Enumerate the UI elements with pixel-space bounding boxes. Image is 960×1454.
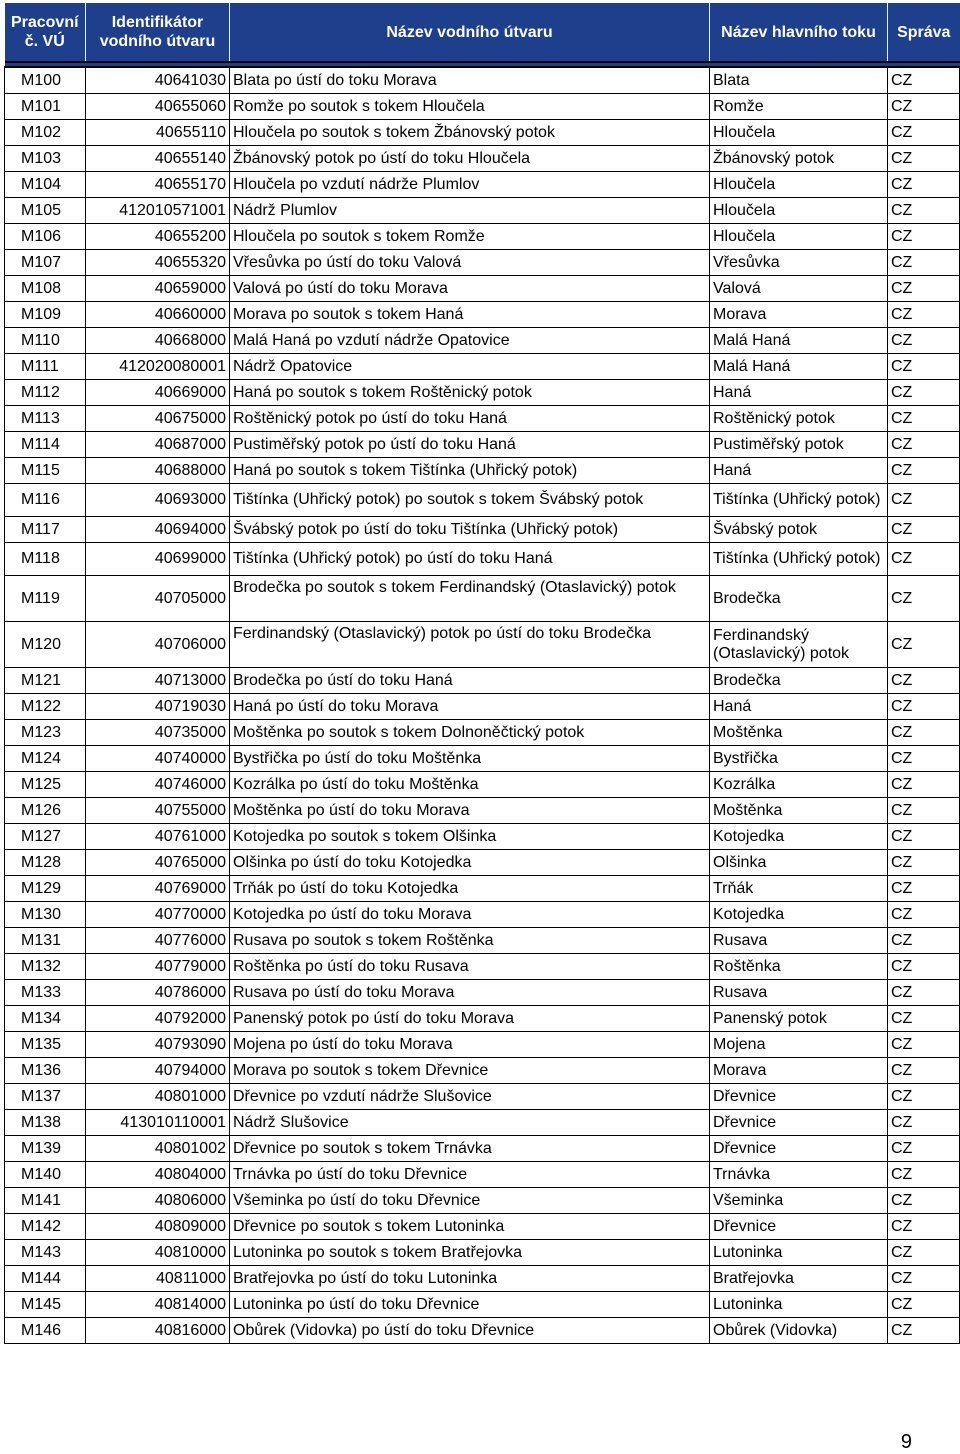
administration-cell: CZ: [888, 1266, 960, 1292]
identifier-cell: 40801002: [86, 1136, 230, 1162]
work-number-cell: M107: [5, 250, 86, 276]
administration-cell: CZ: [888, 1136, 960, 1162]
work-number-cell: M140: [5, 1162, 86, 1188]
identifier-cell: 40659000: [86, 276, 230, 302]
table-row: [5, 1110, 960, 1136]
identifier-cell: 40769000: [86, 876, 230, 902]
table-row: [5, 1214, 960, 1240]
main-stream-cell: Kotojedka: [710, 902, 888, 928]
identifier-cell: 40675000: [86, 406, 230, 432]
administration-cell: CZ: [888, 850, 960, 876]
water-body-name-cell: Tištínka (Uhřický potok) po ústí do toku Haná: [230, 543, 710, 576]
main-stream-cell: Morava: [710, 302, 888, 328]
identifier-cell: 40779000: [86, 954, 230, 980]
identifier-cell: 40693000: [86, 484, 230, 517]
table-row: [5, 543, 960, 576]
water-body-name-cell: Moštěnka po ústí do toku Morava: [230, 798, 710, 824]
identifier-cell: 40668000: [86, 328, 230, 354]
water-body-name-cell: Tištínka (Uhřický potok) po soutok s tokem Švábský potok: [230, 484, 710, 517]
main-stream-cell: Vřesůvka: [710, 250, 888, 276]
table-row: [5, 1266, 960, 1292]
main-stream-cell: Hloučela: [710, 224, 888, 250]
administration-cell: CZ: [888, 1240, 960, 1266]
identifier-cell: 40713000: [86, 668, 230, 694]
work-number-cell: M142: [5, 1214, 86, 1240]
work-number-cell: M120: [5, 622, 86, 668]
table-row: [5, 1292, 960, 1318]
main-stream-cell: Roštěnický potok: [710, 406, 888, 432]
administration-cell: CZ: [888, 354, 960, 380]
table-body: [5, 67, 960, 1344]
main-stream-cell: Lutoninka: [710, 1292, 888, 1318]
work-number-cell: M119: [5, 576, 86, 622]
header-work-number: Pracovní č. VÚ: [5, 3, 86, 62]
water-body-name-cell: Haná po soutok s tokem Roštěnický potok: [230, 380, 710, 406]
water-body-name-cell: Roštěnický potok po ústí do toku Haná: [230, 406, 710, 432]
table-row: [5, 94, 960, 120]
work-number-cell: M144: [5, 1266, 86, 1292]
administration-cell: CZ: [888, 876, 960, 902]
identifier-cell: 40688000: [86, 458, 230, 484]
water-body-name-cell: Trňák po ústí do toku Kotojedka: [230, 876, 710, 902]
identifier-cell: 40776000: [86, 928, 230, 954]
page-number: 9: [900, 1431, 912, 1453]
administration-cell: CZ: [888, 1110, 960, 1136]
main-stream-cell: Haná: [710, 380, 888, 406]
identifier-cell: 40735000: [86, 720, 230, 746]
table-row: [5, 798, 960, 824]
water-body-name-cell: Lutoninka po soutok s tokem Bratřejovka: [230, 1240, 710, 1266]
water-body-name-cell: Ferdinandský (Otaslavický) potok po ústí do toku Brodečka: [230, 622, 710, 668]
work-number-cell: M108: [5, 276, 86, 302]
identifier-cell: 40740000: [86, 746, 230, 772]
identifier-cell: 40765000: [86, 850, 230, 876]
water-body-name-cell: Lutoninka po ústí do toku Dřevnice: [230, 1292, 710, 1318]
identifier-cell: 40655060: [86, 94, 230, 120]
water-body-name-cell: Olšinka po ústí do toku Kotojedka: [230, 850, 710, 876]
table-row: [5, 67, 960, 94]
table-row: [5, 622, 960, 668]
identifier-cell: 40810000: [86, 1240, 230, 1266]
work-number-cell: M102: [5, 120, 86, 146]
water-body-name-cell: Kotojedka po ústí do toku Morava: [230, 902, 710, 928]
water-body-name-cell: Kotojedka po soutok s tokem Olšinka: [230, 824, 710, 850]
water-body-name-cell: Nádrž Slušovice: [230, 1110, 710, 1136]
identifier-cell: 40809000: [86, 1214, 230, 1240]
work-number-cell: M114: [5, 432, 86, 458]
table-row: [5, 1240, 960, 1266]
water-body-name-cell: Brodečka po soutok s tokem Ferdinandský (Otaslavický) potok: [230, 576, 710, 622]
main-stream-cell: Dřevnice: [710, 1136, 888, 1162]
identifier-cell: 40641030: [86, 67, 230, 94]
main-stream-cell: Dřevnice: [710, 1214, 888, 1240]
identifier-cell: 40814000: [86, 1292, 230, 1318]
main-stream-cell: Moštěnka: [710, 720, 888, 746]
identifier-cell: 40761000: [86, 824, 230, 850]
water-body-name-cell: Kozrálka po ústí do toku Moštěnka: [230, 772, 710, 798]
administration-cell: CZ: [888, 380, 960, 406]
main-stream-cell: Rusava: [710, 980, 888, 1006]
administration-cell: CZ: [888, 1006, 960, 1032]
administration-cell: CZ: [888, 622, 960, 668]
work-number-cell: M105: [5, 198, 86, 224]
table-row: [5, 1188, 960, 1214]
table-row: [5, 302, 960, 328]
water-body-name-cell: Dřevnice po vzdutí nádrže Slušovice: [230, 1084, 710, 1110]
identifier-cell: 40801000: [86, 1084, 230, 1110]
main-stream-cell: Valová: [710, 276, 888, 302]
identifier-cell: 40770000: [86, 902, 230, 928]
water-body-name-cell: Morava po soutok s tokem Dřevnice: [230, 1058, 710, 1084]
water-body-name-cell: Blata po ústí do toku Morava: [230, 67, 710, 94]
main-stream-cell: Všeminka: [710, 1188, 888, 1214]
water-body-name-cell: Pustiměřský potok po ústí do toku Haná: [230, 432, 710, 458]
identifier-cell: 40811000: [86, 1266, 230, 1292]
main-stream-cell: Haná: [710, 694, 888, 720]
table-row: [5, 850, 960, 876]
table-row: [5, 484, 960, 517]
administration-cell: CZ: [888, 432, 960, 458]
main-stream-cell: Moštěnka: [710, 798, 888, 824]
water-body-name-cell: Moštěnka po soutok s tokem Dolnoněčtický potok: [230, 720, 710, 746]
work-number-cell: M132: [5, 954, 86, 980]
administration-cell: CZ: [888, 772, 960, 798]
administration-cell: CZ: [888, 120, 960, 146]
table-row: [5, 517, 960, 543]
identifier-cell: 40655110: [86, 120, 230, 146]
work-number-cell: M115: [5, 458, 86, 484]
water-body-name-cell: Obůrek (Vidovka) po ústí do toku Dřevnice: [230, 1318, 710, 1344]
identifier-cell: 40660000: [86, 302, 230, 328]
water-body-name-cell: Trnávka po ústí do toku Dřevnice: [230, 1162, 710, 1188]
identifier-cell: 40694000: [86, 517, 230, 543]
table-row: [5, 1136, 960, 1162]
header-administration: Správa: [888, 3, 960, 62]
main-stream-cell: Haná: [710, 458, 888, 484]
water-body-name-cell: Rusava po soutok s tokem Roštěnka: [230, 928, 710, 954]
administration-cell: CZ: [888, 1162, 960, 1188]
main-stream-cell: Obůrek (Vidovka): [710, 1318, 888, 1344]
administration-cell: CZ: [888, 928, 960, 954]
work-number-cell: M145: [5, 1292, 86, 1318]
water-body-name-cell: Bratřejovka po ústí do toku Lutoninka: [230, 1266, 710, 1292]
main-stream-cell: Romže: [710, 94, 888, 120]
work-number-cell: M100: [5, 67, 86, 94]
table-row: [5, 576, 960, 622]
table-row: [5, 954, 960, 980]
work-number-cell: M116: [5, 484, 86, 517]
main-stream-cell: Malá Haná: [710, 328, 888, 354]
identifier-cell: 40816000: [86, 1318, 230, 1344]
table-row: [5, 458, 960, 484]
administration-cell: CZ: [888, 980, 960, 1006]
table-row: [5, 1162, 960, 1188]
work-number-cell: M135: [5, 1032, 86, 1058]
water-body-name-cell: Malá Haná po vzdutí nádrže Opatovice: [230, 328, 710, 354]
table-row: [5, 328, 960, 354]
administration-cell: CZ: [888, 94, 960, 120]
main-stream-cell: Rusava: [710, 928, 888, 954]
main-stream-cell: Hloučela: [710, 198, 888, 224]
work-number-cell: M121: [5, 668, 86, 694]
administration-cell: CZ: [888, 543, 960, 576]
work-number-cell: M128: [5, 850, 86, 876]
main-stream-cell: Ferdinandský (Otaslavický) potok: [710, 622, 888, 668]
water-body-name-cell: Morava po soutok s tokem Haná: [230, 302, 710, 328]
table-row: [5, 432, 960, 458]
identifier-cell: 40699000: [86, 543, 230, 576]
administration-cell: CZ: [888, 250, 960, 276]
identifier-cell: 40705000: [86, 576, 230, 622]
identifier-cell: 40786000: [86, 980, 230, 1006]
main-stream-cell: Mojena: [710, 1032, 888, 1058]
administration-cell: CZ: [888, 146, 960, 172]
work-number-cell: M106: [5, 224, 86, 250]
administration-cell: CZ: [888, 67, 960, 94]
main-stream-cell: Žbánovský potok: [710, 146, 888, 172]
table-row: [5, 772, 960, 798]
water-body-name-cell: Nádrž Plumlov: [230, 198, 710, 224]
table-row: [5, 1084, 960, 1110]
administration-cell: CZ: [888, 198, 960, 224]
main-stream-cell: Trnávka: [710, 1162, 888, 1188]
administration-cell: CZ: [888, 798, 960, 824]
work-number-cell: M117: [5, 517, 86, 543]
main-stream-cell: Hloučela: [710, 172, 888, 198]
work-number-cell: M141: [5, 1188, 86, 1214]
water-body-name-cell: Romže po soutok s tokem Hloučela: [230, 94, 710, 120]
table-row: [5, 276, 960, 302]
table-row: [5, 720, 960, 746]
work-number-cell: M124: [5, 746, 86, 772]
work-number-cell: M125: [5, 772, 86, 798]
administration-cell: CZ: [888, 694, 960, 720]
identifier-cell: 412010571001: [86, 198, 230, 224]
header-water-body-name: Název vodního útvaru: [230, 3, 710, 62]
administration-cell: CZ: [888, 224, 960, 250]
work-number-cell: M122: [5, 694, 86, 720]
water-body-name-cell: Panenský potok po ústí do toku Morava: [230, 1006, 710, 1032]
water-body-name-cell: Bystřička po ústí do toku Moštěnka: [230, 746, 710, 772]
work-number-cell: M113: [5, 406, 86, 432]
table-row: [5, 1006, 960, 1032]
main-stream-cell: Malá Haná: [710, 354, 888, 380]
administration-cell: CZ: [888, 484, 960, 517]
water-body-name-cell: Dřevnice po soutok s tokem Lutoninka: [230, 1214, 710, 1240]
work-number-cell: M138: [5, 1110, 86, 1136]
main-stream-cell: Dřevnice: [710, 1110, 888, 1136]
water-body-name-cell: Žbánovský potok po ústí do toku Hloučela: [230, 146, 710, 172]
main-stream-cell: Blata: [710, 67, 888, 94]
water-bodies-table: [4, 3, 960, 1344]
main-stream-cell: Roštěnka: [710, 954, 888, 980]
table-row: [5, 406, 960, 432]
main-stream-cell: Trňák: [710, 876, 888, 902]
water-body-name-cell: Mojena po ústí do toku Morava: [230, 1032, 710, 1058]
identifier-cell: 40655320: [86, 250, 230, 276]
main-stream-cell: Tištínka (Uhřický potok): [710, 543, 888, 576]
administration-cell: CZ: [888, 406, 960, 432]
main-stream-cell: Olšinka: [710, 850, 888, 876]
main-stream-cell: Pustiměřský potok: [710, 432, 888, 458]
table-row: [5, 902, 960, 928]
table-row: [5, 980, 960, 1006]
administration-cell: CZ: [888, 1188, 960, 1214]
work-number-cell: M112: [5, 380, 86, 406]
administration-cell: CZ: [888, 1032, 960, 1058]
identifier-cell: 40746000: [86, 772, 230, 798]
identifier-cell: 40755000: [86, 798, 230, 824]
main-stream-cell: Kozrálka: [710, 772, 888, 798]
work-number-cell: M130: [5, 902, 86, 928]
water-body-name-cell: Všeminka po ústí do toku Dřevnice: [230, 1188, 710, 1214]
water-body-name-cell: Brodečka po ústí do toku Haná: [230, 668, 710, 694]
work-number-cell: M123: [5, 720, 86, 746]
water-body-name-cell: Haná po ústí do toku Morava: [230, 694, 710, 720]
water-body-name-cell: Rusava po ústí do toku Morava: [230, 980, 710, 1006]
identifier-cell: 40793090: [86, 1032, 230, 1058]
administration-cell: CZ: [888, 954, 960, 980]
identifier-cell: 40794000: [86, 1058, 230, 1084]
table-row: [5, 1318, 960, 1344]
identifier-cell: 412020080001: [86, 354, 230, 380]
water-body-name-cell: Hloučela po soutok s tokem Žbánovský potok: [230, 120, 710, 146]
administration-cell: CZ: [888, 902, 960, 928]
main-stream-cell: Brodečka: [710, 668, 888, 694]
work-number-cell: M109: [5, 302, 86, 328]
administration-cell: CZ: [888, 668, 960, 694]
identifier-cell: 40706000: [86, 622, 230, 668]
table-row: [5, 120, 960, 146]
administration-cell: CZ: [888, 328, 960, 354]
water-body-name-cell: Nádrž Opatovice: [230, 354, 710, 380]
work-number-cell: M103: [5, 146, 86, 172]
work-number-cell: M101: [5, 94, 86, 120]
table-row: [5, 694, 960, 720]
work-number-cell: M110: [5, 328, 86, 354]
work-number-cell: M143: [5, 1240, 86, 1266]
work-number-cell: M104: [5, 172, 86, 198]
main-stream-cell: Brodečka: [710, 576, 888, 622]
identifier-cell: 40669000: [86, 380, 230, 406]
table-row: [5, 928, 960, 954]
administration-cell: CZ: [888, 517, 960, 543]
work-number-cell: M136: [5, 1058, 86, 1084]
administration-cell: CZ: [888, 576, 960, 622]
administration-cell: CZ: [888, 746, 960, 772]
water-body-name-cell: Dřevnice po soutok s tokem Trnávka: [230, 1136, 710, 1162]
administration-cell: CZ: [888, 1058, 960, 1084]
main-stream-cell: Tištínka (Uhřický potok): [710, 484, 888, 517]
table-row: [5, 146, 960, 172]
table-row: [5, 380, 960, 406]
administration-cell: CZ: [888, 276, 960, 302]
main-stream-cell: Panenský potok: [710, 1006, 888, 1032]
work-number-cell: M139: [5, 1136, 86, 1162]
work-number-cell: M129: [5, 876, 86, 902]
main-stream-cell: Hloučela: [710, 120, 888, 146]
identifier-cell: 40655140: [86, 146, 230, 172]
water-body-name-cell: Valová po ústí do toku Morava: [230, 276, 710, 302]
identifier-cell: 40687000: [86, 432, 230, 458]
administration-cell: CZ: [888, 824, 960, 850]
administration-cell: CZ: [888, 1214, 960, 1240]
main-stream-cell: Kotojedka: [710, 824, 888, 850]
table-row: [5, 172, 960, 198]
identifier-cell: 40804000: [86, 1162, 230, 1188]
work-number-cell: M137: [5, 1084, 86, 1110]
main-stream-cell: Bratřejovka: [710, 1266, 888, 1292]
main-stream-cell: Bystřička: [710, 746, 888, 772]
administration-cell: CZ: [888, 302, 960, 328]
identifier-cell: 40655200: [86, 224, 230, 250]
work-number-cell: M118: [5, 543, 86, 576]
administration-cell: CZ: [888, 1292, 960, 1318]
table-row: [5, 1032, 960, 1058]
table-header: [5, 3, 960, 67]
water-body-name-cell: Švábský potok po ústí do toku Tištínka (Uhřický potok): [230, 517, 710, 543]
table-row: [5, 746, 960, 772]
identifier-cell: 413010110001: [86, 1110, 230, 1136]
administration-cell: CZ: [888, 720, 960, 746]
table-row: [5, 1058, 960, 1084]
identifier-cell: 40792000: [86, 1006, 230, 1032]
work-number-cell: M134: [5, 1006, 86, 1032]
work-number-cell: M111: [5, 354, 86, 380]
table-row: [5, 824, 960, 850]
identifier-cell: 40719030: [86, 694, 230, 720]
water-body-name-cell: Hloučela po soutok s tokem Romže: [230, 224, 710, 250]
work-number-cell: M126: [5, 798, 86, 824]
water-body-name-cell: Roštěnka po ústí do toku Rusava: [230, 954, 710, 980]
administration-cell: CZ: [888, 172, 960, 198]
table-row: [5, 198, 960, 224]
water-body-name-cell: Hloučela po vzdutí nádrže Plumlov: [230, 172, 710, 198]
header-identifier: Identifikátor vodního útvaru: [86, 3, 230, 62]
header-main-stream-name: Název hlavního toku: [710, 3, 888, 62]
work-number-cell: M146: [5, 1318, 86, 1344]
work-number-cell: M133: [5, 980, 86, 1006]
main-stream-cell: Švábský potok: [710, 517, 888, 543]
work-number-cell: M131: [5, 928, 86, 954]
main-stream-cell: Morava: [710, 1058, 888, 1084]
main-stream-cell: Lutoninka: [710, 1240, 888, 1266]
identifier-cell: 40655170: [86, 172, 230, 198]
administration-cell: CZ: [888, 1084, 960, 1110]
administration-cell: CZ: [888, 458, 960, 484]
identifier-cell: 40806000: [86, 1188, 230, 1214]
table-row: [5, 224, 960, 250]
table-row: [5, 250, 960, 276]
table-row: [5, 876, 960, 902]
water-body-name-cell: Vřesůvka po ústí do toku Valová: [230, 250, 710, 276]
water-body-name-cell: Haná po soutok s tokem Tištínka (Uhřický potok): [230, 458, 710, 484]
table-row: [5, 668, 960, 694]
work-number-cell: M127: [5, 824, 86, 850]
main-stream-cell: Dřevnice: [710, 1084, 888, 1110]
table-row: [5, 354, 960, 380]
administration-cell: CZ: [888, 1318, 960, 1344]
